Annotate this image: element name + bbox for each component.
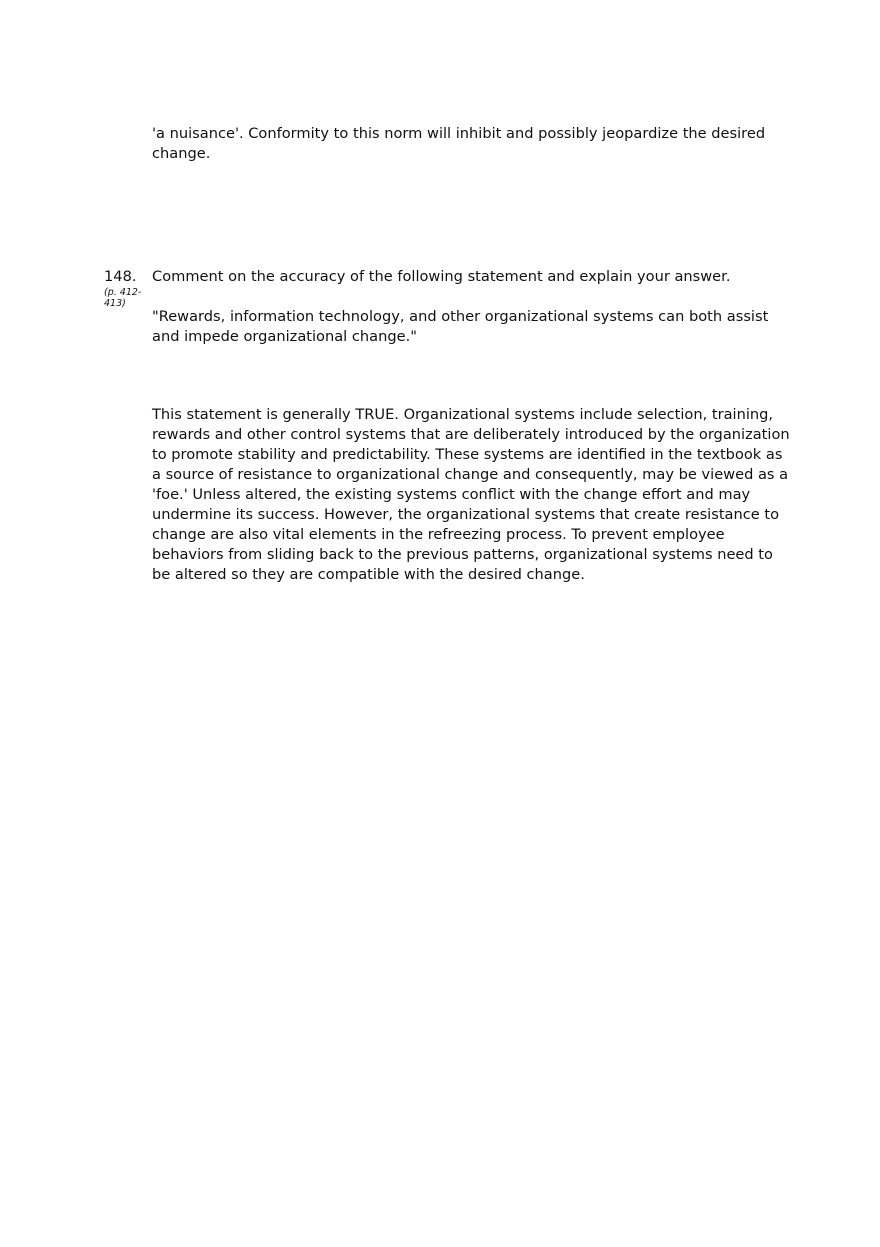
question-statement: "Rewards, information technology, and other organizational systems can both assist and impede organizational change." [152,308,769,345]
question-prompt: Comment on the accuracy of the following statement and explain your answer. [152,268,731,285]
continuation-paragraph: 'a nuisance'. Conformity to this norm will inhibit and possibly jeopardize the desired change. [152,125,766,162]
page-reference: (p. 412-413) [104,287,142,309]
question-number: 148. [104,268,137,285]
answer-paragraph: This statement is generally TRUE. Organizational systems include selection, training, rewards and other control systems that are deliberately introduced by the organization to promote stability and predictability. These systems are identified in the textbook as a source of resistance to organizational change and consequently, may be viewed as a 'foe.' Unless altered, the existing systems conflict with the change effort and may undermine its success. However, the organizational systems that create resistance to change are also vital elements in the refreezing process. To prevent employee behaviors from sliding back to the previous patterns, organizational systems need to be altered so they are compatible with the desired change. [152,406,790,583]
